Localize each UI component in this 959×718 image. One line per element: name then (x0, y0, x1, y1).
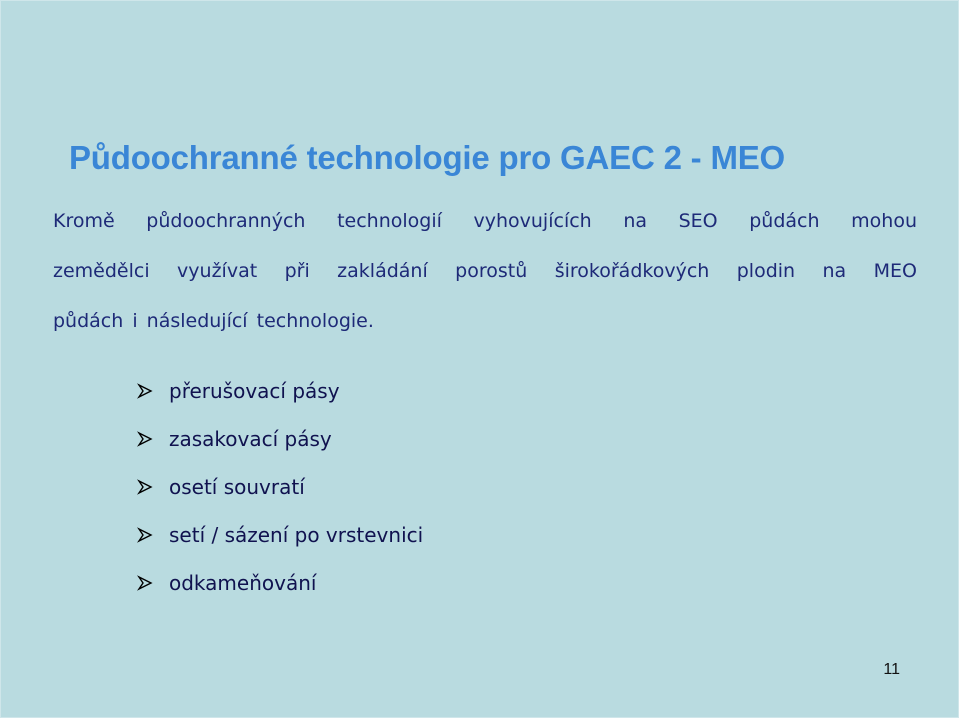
intro-paragraph (53, 203, 917, 353)
intro-line-2: zemědělci využívat při zakládání porostů širokořádkových plodin na MEO (53, 260, 917, 282)
arrowhead-bullet-icon (137, 527, 169, 543)
page-number: 11 (883, 661, 900, 678)
intro-line-1: Kromě půdoochranných technologií vyhovujících na SEO půdách mohou (53, 210, 917, 232)
list-item (137, 367, 423, 415)
list-item-text: zasakovací pásy (169, 427, 332, 451)
list-item-text: setí / sázení po vrstevnici (169, 523, 424, 547)
technology-list (137, 367, 423, 607)
list-item (137, 511, 423, 559)
list-item (137, 415, 423, 463)
arrowhead-bullet-icon (137, 479, 169, 495)
list-item (137, 559, 423, 607)
slide-title: Půdoochranné technologie pro GAEC 2 - MEO (69, 139, 786, 176)
arrowhead-bullet-icon (137, 383, 169, 399)
arrowhead-bullet-icon (137, 575, 169, 591)
intro-line-3: půdách i následující technologie. (53, 310, 374, 332)
list-item (137, 463, 423, 511)
arrowhead-bullet-icon (137, 431, 169, 447)
list-item-text: přerušovací pásy (169, 379, 340, 403)
list-item-text: osetí souvratí (169, 475, 305, 499)
list-item-text: odkameňování (169, 571, 317, 595)
